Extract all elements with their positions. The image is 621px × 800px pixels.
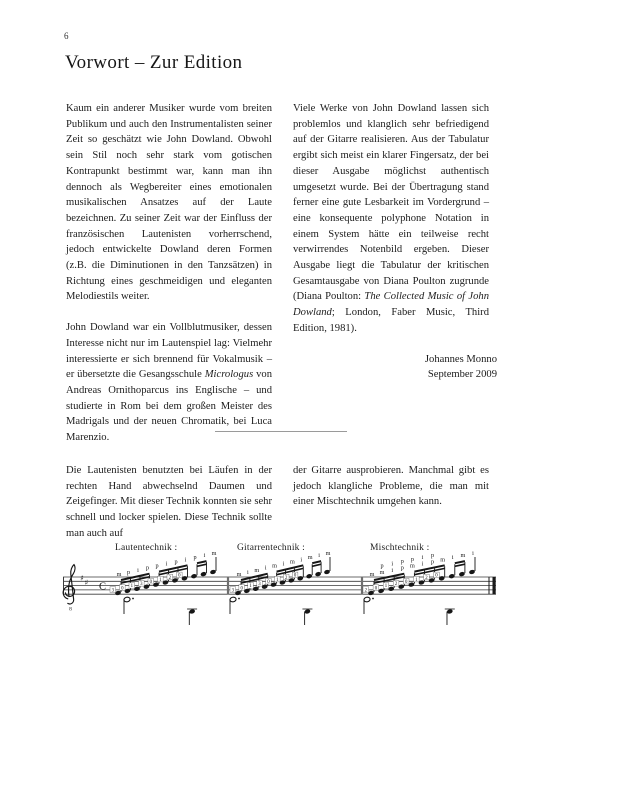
svg-text:m: m — [369, 571, 375, 578]
svg-text:0: 0 — [267, 580, 270, 585]
svg-text:0: 0 — [149, 580, 153, 585]
svg-text:1: 1 — [276, 577, 279, 583]
svg-text:3: 3 — [231, 588, 235, 594]
signature-name: Johannes Monno — [424, 353, 497, 365]
svg-text:m: m — [289, 558, 295, 566]
svg-text:p: p — [126, 568, 131, 576]
measure-mischtechnik — [363, 550, 475, 625]
svg-text:2: 2 — [168, 575, 172, 581]
svg-text:i: i — [472, 550, 474, 557]
svg-text:i: i — [264, 564, 267, 572]
svg-text:i: i — [421, 560, 424, 568]
svg-text:2: 2 — [394, 582, 398, 588]
measure-gitarrentechnik — [229, 550, 330, 625]
svg-text:2: 2 — [364, 588, 368, 594]
svg-text:i: i — [391, 566, 394, 574]
svg-text:i: i — [421, 554, 424, 561]
svg-text:m: m — [440, 556, 446, 564]
treble-clef-8-icon — [63, 565, 75, 613]
intro-right-text — [293, 101, 489, 337]
svg-text:p: p — [145, 564, 150, 572]
svg-text:p: p — [155, 562, 159, 570]
svg-text:0: 0 — [435, 573, 438, 579]
intro-right-column — [293, 101, 497, 461]
time-signature: C — [98, 581, 107, 593]
technique-label-mischtechnik: Mischtechnik : — [370, 543, 430, 553]
paragraph: Viele Werke von John Dowland lassen sich problemlos und klanglich sehr befriedigend auf der Gitarre realisieren. Aus der Tabulatur ergibt sich meist ein klarer Fingersatz, der bei dieser Ausgabe möglichst authentisch umgesetzt wurde. Bei der Übertragung stand ferner eine gute Lesbarkeit im Vordergrund – eine konsequente polyphone Notation in einem System hätte ein teilweise recht verwirrendes Notenbild ergeben. Dieser Ausgabe liegt die Tabulatur der kritischen Gesamtausgabe von Diana Poulton zugrunde (Diana Poulton: The Collected Music of John Dowland; London, Faber Music, Third Edition, 1981). — [293, 103, 489, 334]
svg-text:3: 3 — [258, 582, 261, 588]
signature-date: September 2009 — [427, 369, 497, 381]
svg-text:p: p — [410, 556, 414, 564]
staff — [63, 550, 496, 625]
svg-text:i: i — [282, 560, 285, 568]
music-staff-figure — [55, 537, 515, 642]
barline — [227, 577, 229, 594]
sharp-icon: ♯ — [80, 573, 84, 583]
svg-text:2: 2 — [284, 575, 288, 581]
svg-text:i: i — [203, 552, 206, 560]
intro-section — [66, 101, 496, 461]
svg-text:m: m — [409, 562, 415, 570]
technique-left-text: Die Lautenisten benutzten bei Läufen in der rechten Hand abwechselnd Daumen und Zeigefinger. Mit dieser Technik konnten sie sehr schnell und locker spielen. Diese Technik sollte man auch auf — [66, 465, 272, 539]
svg-text:m: m — [211, 550, 217, 557]
technique-label-lautentechnik: Lautentechnik : — [115, 543, 178, 553]
svg-text:p: p — [431, 551, 435, 559]
svg-text:m: m — [325, 550, 331, 557]
svg-text:0: 0 — [404, 580, 408, 585]
svg-text:m: m — [460, 552, 466, 560]
svg-text:i: i — [391, 560, 394, 568]
svg-text:1: 1 — [159, 577, 162, 583]
svg-text:2: 2 — [425, 575, 428, 581]
svg-text:i: i — [137, 566, 139, 574]
svg-text:3: 3 — [140, 582, 143, 588]
svg-text:m: m — [116, 571, 122, 578]
svg-text:0: 0 — [374, 586, 378, 592]
paragraph: John Dowland war ein Vollblutmusiker, dessen Interesse nicht nur im Lautenspiel lag: Vielmehr interessierte er sich brennend für Vokalmusik – er übersetzte die Gesangsschule Micrologus von Andreas Ornithoparcus ins Englische – und studierte in Rom bei dem großen Meister des Madrigals und der neuen Chromatik, bei Luca Marenzio. — [66, 322, 272, 444]
svg-text:m: m — [254, 566, 260, 574]
svg-text:1: 1 — [130, 584, 134, 590]
svg-text:p: p — [400, 564, 404, 572]
svg-text:p: p — [380, 562, 384, 570]
paragraph: Kaum ein anderer Musiker wurde vom breiten Publikum und auch den Instrumentalisten seiner Zeit so geschätzt wie John Dowland. Obwohl sein Stil noch sehr stark vom gotischen Kontrapunkt bestimmt war, kann man ihn dennoch als Wegbereiter eines emotionalen musikalischen Ansatzes auf der Laute bezeichnen. Zu seiner Zeit war der Einfluss der französischen Lautenisten vorherrschend, jedoch entwickelte Dowland deren Formen (z.B. die Diminutionen in den Tanzsätzen) in Richtung eines geschmeidigen und eleganten Melodiestils weiter. — [66, 103, 272, 303]
barline — [361, 577, 363, 594]
svg-text:1: 1 — [384, 584, 388, 590]
svg-text:0: 0 — [240, 586, 243, 592]
svg-text:8: 8 — [69, 606, 72, 613]
svg-text:m: m — [379, 568, 385, 576]
svg-text:i: i — [300, 556, 303, 564]
svg-text:m: m — [307, 554, 313, 562]
final-barline — [493, 577, 496, 594]
svg-text:i: i — [318, 552, 320, 560]
svg-text:i: i — [184, 556, 187, 564]
technique-label-gitarrentechnik: Gitarrentechnik : — [237, 543, 306, 553]
svg-text:p: p — [174, 558, 178, 566]
svg-text:p: p — [431, 558, 435, 566]
page-number: 6 — [64, 31, 69, 41]
svg-text:0: 0 — [121, 586, 124, 592]
svg-text:0: 0 — [293, 573, 297, 579]
svg-text:1: 1 — [415, 577, 418, 583]
intro-left-column — [66, 101, 272, 461]
svg-text:m: m — [272, 562, 278, 570]
svg-text:1: 1 — [249, 584, 252, 590]
svg-text:p: p — [400, 558, 404, 566]
svg-text:i: i — [451, 554, 454, 562]
signature-block — [293, 352, 497, 383]
page-title: Vorwort – Zur Edition — [65, 52, 243, 73]
final-barline — [489, 577, 490, 594]
svg-text:i: i — [247, 568, 249, 576]
svg-text:p: p — [193, 554, 197, 562]
svg-text:m: m — [236, 571, 242, 578]
sharp-icon: ♯ — [84, 578, 89, 587]
measure-lautentechnik — [110, 550, 217, 625]
section-divider — [215, 431, 347, 432]
svg-text:3: 3 — [111, 588, 115, 594]
svg-text:0: 0 — [178, 573, 181, 579]
technique-right-text: der Gitarre ausprobieren. Manchmal gibt es jedoch klangliche Probleme, die man mit einer Mischtechnik umgehen kann. — [293, 465, 489, 508]
svg-text:i: i — [165, 560, 168, 568]
